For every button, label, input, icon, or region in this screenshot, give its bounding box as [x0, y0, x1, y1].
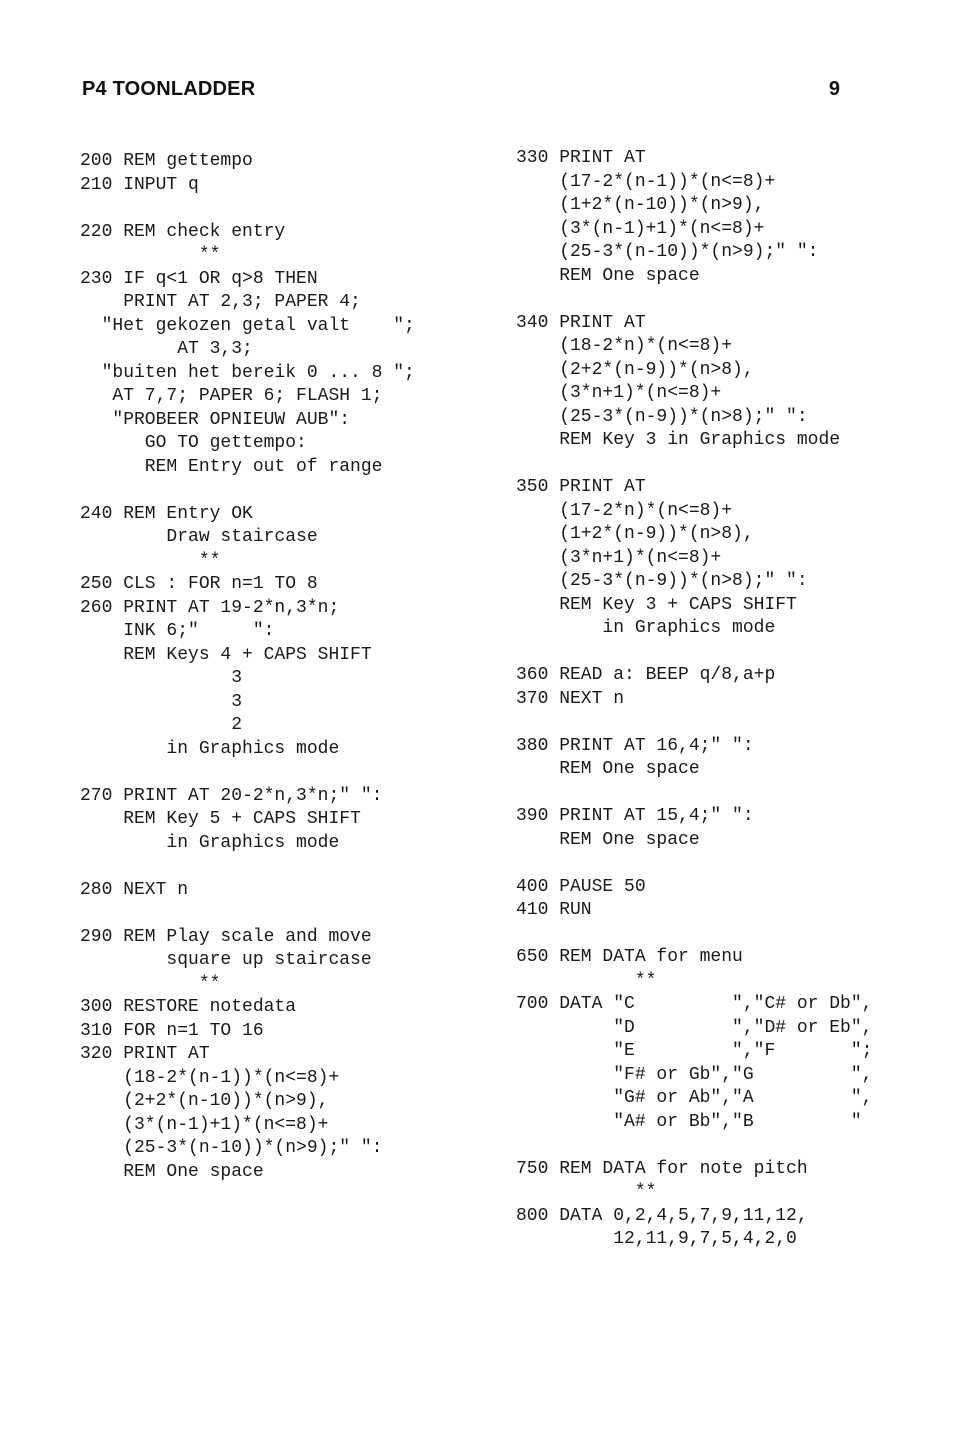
code-line: 800 DATA 0,2,4,5,7,9,11,12, — [516, 1205, 808, 1226]
code-line: 380 PRINT AT 16,4;" ": — [516, 735, 754, 756]
code-line — [516, 1134, 872, 1158]
code-line: Draw staircase — [80, 527, 318, 547]
code-line: in Graphics mode — [80, 738, 340, 759]
code-line: 270 PRINT AT 20-2*n,3*n;" ": — [80, 785, 383, 806]
code-line: (25-3*(n-9))*(n>8);" ": — [516, 406, 808, 427]
code-line — [80, 479, 415, 503]
code-line: (3*(n-1)+1)*(n<=8)+ — [80, 1114, 329, 1135]
code-line: 260 PRINT AT 19-2*n,3*n; — [80, 597, 340, 618]
code-line: 340 PRINT AT — [516, 312, 646, 333]
code-line: square up staircase — [80, 950, 372, 970]
code-line: REM One space — [80, 1161, 264, 1182]
code-line: REM Entry out of range — [80, 456, 383, 477]
code-line: (3*(n-1)+1)*(n<=8)+ — [516, 218, 765, 239]
code-line: (25-3*(n-10))*(n>9);" ": — [80, 1138, 383, 1158]
code-line: REM Key 3 in Graphics mode — [516, 430, 841, 450]
program-listing-right — [516, 147, 872, 1252]
code-line — [80, 855, 415, 879]
page-header — [82, 78, 840, 102]
code-line: 700 DATA "C ","C# or Db", — [516, 994, 873, 1014]
code-line: 360 READ a: BEEP q/8,a+p — [516, 665, 776, 685]
code-line: 230 IF q<1 OR q>8 THEN — [80, 268, 318, 289]
code-line: 650 REM DATA for menu — [516, 947, 743, 967]
code-line: ** — [516, 1182, 657, 1202]
code-line: 300 RESTORE notedata — [80, 997, 297, 1017]
code-line: ** — [80, 973, 221, 994]
code-line — [516, 288, 872, 312]
code-line: "E ","F "; — [516, 1041, 873, 1061]
code-line: (17-2*n)*(n<=8)+ — [516, 500, 733, 521]
code-line: "A# or Bb","B " — [516, 1111, 862, 1132]
code-line: (17-2*(n-1))*(n<=8)+ — [516, 171, 776, 192]
code-line: (3*n+1)*(n<=8)+ — [516, 383, 722, 403]
code-line — [516, 923, 872, 947]
code-line: (18-2*(n-1))*(n<=8)+ — [80, 1067, 340, 1088]
code-line: 3 — [80, 691, 243, 712]
code-line — [516, 453, 872, 477]
code-line — [516, 641, 872, 665]
code-line: 12,11,9,7,5,4,2,0 — [516, 1229, 797, 1249]
code-line: 290 REM Play scale and move — [80, 926, 372, 947]
code-line: REM One space — [516, 759, 700, 779]
code-line: 750 REM DATA for note pitch — [516, 1158, 808, 1179]
code-line: (2+2*(n-9))*(n>8), — [516, 359, 754, 380]
code-line: "buiten het bereik 0 ... 8 "; — [80, 362, 415, 383]
code-line — [80, 761, 415, 785]
code-line: 370 NEXT n — [516, 688, 625, 709]
code-line: AT 3,3; — [80, 339, 253, 359]
code-line: 2 — [80, 715, 243, 735]
code-line: REM Key 5 + CAPS SHIFT — [80, 809, 361, 829]
code-line: ** — [80, 245, 221, 265]
page-number: 9 — [828, 78, 840, 100]
code-line: (18-2*n)*(n<=8)+ — [516, 336, 733, 356]
code-line: REM One space — [516, 829, 700, 850]
code-line: 280 NEXT n — [80, 879, 189, 900]
page-title: P4 TOONLADDER — [82, 78, 256, 100]
code-line: 400 PAUSE 50 — [516, 876, 646, 897]
code-line: "D ","D# or Eb", — [516, 1017, 873, 1038]
code-line: 310 FOR n=1 TO 16 — [80, 1020, 264, 1041]
code-line: 410 RUN — [516, 900, 592, 920]
code-line — [516, 711, 872, 735]
code-line: 200 REM gettempo — [80, 151, 253, 171]
code-line: (2+2*(n-10))*(n>9), — [80, 1091, 329, 1111]
code-line: "Het gekozen getal valt "; — [80, 315, 415, 336]
code-line: "F# or Gb","G ", — [516, 1064, 873, 1085]
code-line: REM One space — [516, 265, 700, 286]
code-line — [516, 852, 872, 876]
code-line: 330 PRINT AT — [516, 148, 646, 168]
code-line: REM Keys 4 + CAPS SHIFT — [80, 644, 372, 665]
code-line: 320 PRINT AT — [80, 1044, 210, 1064]
code-line: AT 7,7; PAPER 6; FLASH 1; — [80, 386, 383, 406]
code-line: 220 REM check entry — [80, 221, 286, 242]
code-line: in Graphics mode — [80, 832, 340, 853]
code-line: (25-3*(n-10))*(n>9);" ": — [516, 242, 819, 262]
code-line: in Graphics mode — [516, 618, 776, 638]
code-line: ** — [516, 970, 657, 991]
code-line: ** — [80, 550, 221, 571]
code-line: (1+2*(n-10))*(n>9), — [516, 195, 765, 215]
code-line: GO TO gettempo: — [80, 433, 307, 453]
code-line — [80, 197, 415, 221]
code-line — [80, 902, 415, 926]
code-line: REM Key 3 + CAPS SHIFT — [516, 594, 797, 615]
code-line — [516, 782, 872, 806]
code-line: (3*n+1)*(n<=8)+ — [516, 547, 722, 568]
code-line: 3 — [80, 668, 243, 688]
code-line: "PROBEER OPNIEUW AUB": — [80, 409, 351, 430]
code-line: 390 PRINT AT 15,4;" ": — [516, 806, 754, 826]
code-line: 210 INPUT q — [80, 174, 199, 195]
code-line: 350 PRINT AT — [516, 477, 646, 497]
code-line: 240 REM Entry OK — [80, 503, 253, 524]
code-line: (1+2*(n-9))*(n>8), — [516, 524, 754, 544]
code-line: 250 CLS : FOR n=1 TO 8 — [80, 574, 318, 594]
program-listing-left — [80, 150, 415, 1184]
code-line: "G# or Ab","A ", — [516, 1088, 873, 1108]
code-line: (25-3*(n-9))*(n>8);" ": — [516, 571, 808, 591]
code-line: INK 6;" ": — [80, 621, 275, 641]
code-line: PRINT AT 2,3; PAPER 4; — [80, 292, 361, 312]
